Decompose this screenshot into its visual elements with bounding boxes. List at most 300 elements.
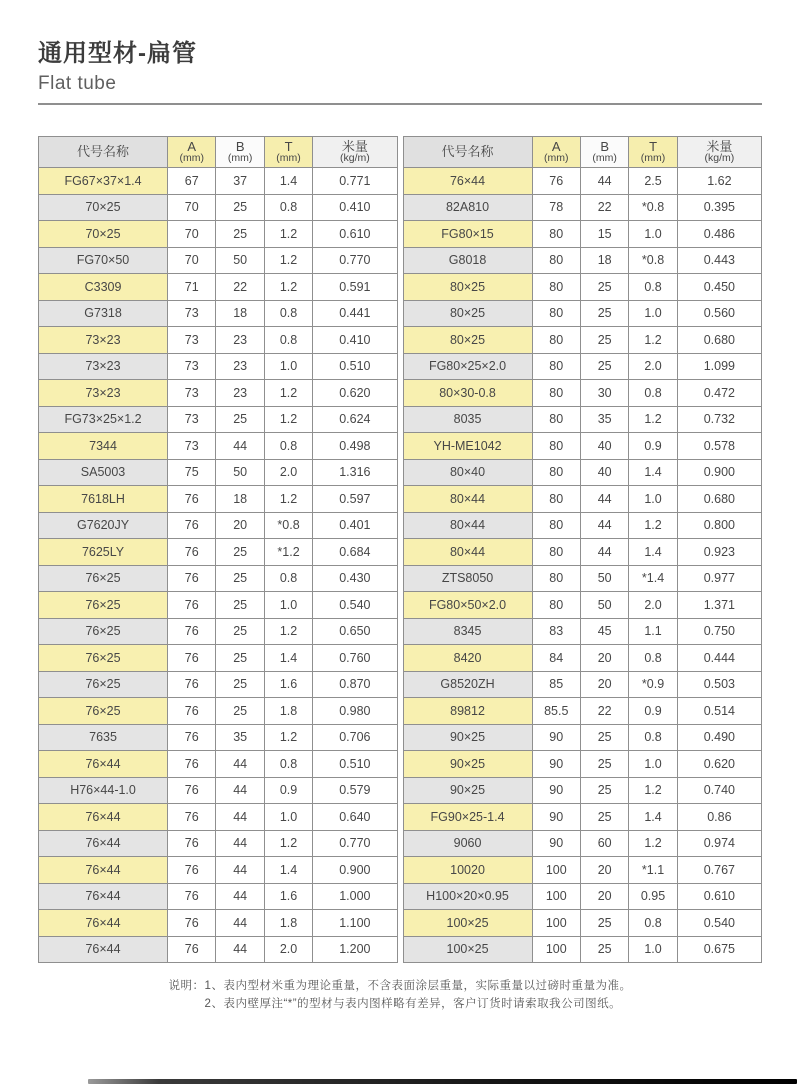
b-value-cell: 20	[580, 883, 628, 910]
a-value-cell: 80	[532, 486, 580, 513]
col-header-b-label: B	[600, 138, 609, 154]
profile-name-cell: H76×44-1.0	[39, 777, 168, 804]
b-value-cell: 25	[580, 777, 628, 804]
profile-name-cell: 80×25	[403, 327, 532, 354]
table-header-row	[39, 137, 398, 168]
profile-name-cell: H100×20×0.95	[403, 883, 532, 910]
t-value-cell: 1.0	[264, 592, 312, 619]
profile-name-cell: 73×23	[39, 353, 168, 380]
table-row	[403, 565, 762, 592]
profile-name-cell: FG80×50×2.0	[403, 592, 532, 619]
b-value-cell: 40	[580, 433, 628, 460]
w-value-cell: 0.740	[677, 777, 761, 804]
b-value-cell: 25	[580, 936, 628, 963]
table-row	[403, 168, 762, 195]
t-value-cell: 2.0	[264, 459, 312, 486]
col-header-a-label: A	[187, 138, 197, 154]
w-value-cell: 0.410	[313, 327, 397, 354]
t-value-cell: 0.8	[264, 194, 312, 221]
t-value-cell: 0.8	[264, 751, 312, 778]
w-value-cell: 0.771	[313, 168, 397, 195]
table-row	[39, 618, 398, 645]
w-value-cell: 0.443	[677, 247, 761, 274]
table-row	[39, 539, 398, 566]
a-value-cell: 73	[168, 380, 216, 407]
t-value-cell: 1.2	[264, 830, 312, 857]
table-row	[403, 459, 762, 486]
profile-name-cell: YH-ME1042	[403, 433, 532, 460]
w-value-cell: 0.620	[677, 751, 761, 778]
profile-name-cell: 100×25	[403, 936, 532, 963]
b-value-cell: 35	[216, 724, 264, 751]
footnote-items	[205, 978, 632, 1014]
a-value-cell: 90	[532, 804, 580, 831]
profile-name-cell: FG80×25×2.0	[403, 353, 532, 380]
t-value-cell: 1.4	[629, 459, 677, 486]
a-value-cell: 100	[532, 883, 580, 910]
t-value-cell: 1.6	[264, 671, 312, 698]
t-value-cell: 1.4	[264, 645, 312, 672]
a-value-cell: 70	[168, 194, 216, 221]
spec-table-left	[38, 136, 398, 963]
profile-name-cell: FG73×25×1.2	[39, 406, 168, 433]
col-header-a-unit: (mm)	[544, 152, 569, 165]
col-header-t	[264, 137, 312, 168]
w-value-cell: 1.371	[677, 592, 761, 619]
table-row	[39, 486, 398, 513]
b-value-cell: 25	[216, 645, 264, 672]
a-value-cell: 80	[532, 512, 580, 539]
table-row	[39, 936, 398, 963]
w-value-cell: 0.498	[313, 433, 397, 460]
a-value-cell: 76	[168, 698, 216, 725]
t-value-cell: 0.8	[264, 433, 312, 460]
t-value-cell: 2.0	[629, 592, 677, 619]
t-value-cell: 0.9	[629, 433, 677, 460]
table-row	[403, 645, 762, 672]
col-header-t-unit: (mm)	[640, 152, 666, 165]
profile-name-cell: 76×44	[39, 830, 168, 857]
t-value-cell: 1.2	[629, 777, 677, 804]
w-value-cell: 0.540	[677, 910, 761, 937]
profile-name-cell: 80×25	[403, 300, 532, 327]
table-row	[39, 804, 398, 831]
t-value-cell: 0.8	[264, 300, 312, 327]
table-row	[39, 459, 398, 486]
col-header-b-label: B	[235, 138, 245, 154]
b-value-cell: 44	[216, 804, 264, 831]
a-value-cell: 90	[532, 777, 580, 804]
w-value-cell: 0.450	[677, 274, 761, 301]
a-value-cell: 78	[532, 194, 580, 221]
b-value-cell: 20	[580, 645, 628, 672]
b-value-cell: 20	[580, 671, 628, 698]
b-value-cell: 25	[216, 221, 264, 248]
profile-name-cell: 76×44	[39, 857, 168, 884]
w-value-cell: 0.444	[677, 645, 761, 672]
table-row	[39, 380, 398, 407]
table-row	[39, 698, 398, 725]
profile-name-cell: 7635	[39, 724, 168, 751]
b-value-cell: 45	[580, 618, 628, 645]
t-value-cell: *1.1	[629, 857, 677, 884]
a-value-cell: 76	[168, 565, 216, 592]
table-row	[39, 406, 398, 433]
profile-name-cell: 76×25	[39, 671, 168, 698]
table-row	[39, 353, 398, 380]
t-value-cell: 2.5	[629, 168, 677, 195]
b-value-cell: 18	[580, 247, 628, 274]
a-value-cell: 80	[532, 247, 580, 274]
t-value-cell: *1.2	[264, 539, 312, 566]
w-value-cell: 0.770	[313, 830, 397, 857]
b-value-cell: 44	[216, 777, 264, 804]
w-value-cell: 0.597	[313, 486, 397, 513]
table-row	[39, 168, 398, 195]
col-header-a	[168, 137, 216, 168]
col-header-t	[629, 137, 677, 168]
profile-name-cell: 90×25	[403, 724, 532, 751]
profile-name-cell: 8035	[403, 406, 532, 433]
t-value-cell: 0.8	[629, 274, 677, 301]
w-value-cell: 0.86	[677, 804, 761, 831]
w-value-cell: 0.579	[313, 777, 397, 804]
a-value-cell: 73	[168, 327, 216, 354]
profile-name-cell: G7318	[39, 300, 168, 327]
w-value-cell: 0.610	[677, 883, 761, 910]
table-row	[39, 247, 398, 274]
b-value-cell: 20	[216, 512, 264, 539]
col-header-name: 代号名称	[39, 137, 168, 168]
w-value-cell: 0.750	[677, 618, 761, 645]
b-value-cell: 25	[216, 671, 264, 698]
profile-name-cell: 100×25	[403, 910, 532, 937]
b-value-cell: 44	[216, 857, 264, 884]
w-value-cell: 1.100	[313, 910, 397, 937]
table-row	[39, 274, 398, 301]
a-value-cell: 80	[532, 353, 580, 380]
a-value-cell: 76	[168, 671, 216, 698]
col-header-t-label: T	[649, 138, 658, 154]
w-value-cell: 0.591	[313, 274, 397, 301]
page-subtitle: Flat tube	[38, 73, 117, 94]
a-value-cell: 84	[532, 645, 580, 672]
t-value-cell: 1.0	[264, 353, 312, 380]
a-value-cell: 100	[532, 936, 580, 963]
a-value-cell: 76	[168, 830, 216, 857]
b-value-cell: 44	[216, 433, 264, 460]
profile-name-cell: 90×25	[403, 751, 532, 778]
a-value-cell: 76	[168, 592, 216, 619]
b-value-cell: 37	[216, 168, 264, 195]
t-value-cell: 0.8	[629, 724, 677, 751]
profile-name-cell: 7625LY	[39, 539, 168, 566]
a-value-cell: 76	[168, 936, 216, 963]
w-value-cell: 0.610	[313, 221, 397, 248]
w-value-cell: 0.510	[313, 353, 397, 380]
table-row	[403, 724, 762, 751]
w-value-cell: 1.099	[677, 353, 761, 380]
profile-name-cell: 80×30-0.8	[403, 380, 532, 407]
b-value-cell: 44	[580, 539, 628, 566]
table-row	[39, 671, 398, 698]
header-rule	[38, 103, 762, 105]
table-row	[403, 804, 762, 831]
a-value-cell: 100	[532, 910, 580, 937]
profile-name-cell: 76×25	[39, 565, 168, 592]
b-value-cell: 25	[580, 724, 628, 751]
b-value-cell: 25	[580, 300, 628, 327]
col-header-t-unit: (mm)	[276, 152, 301, 165]
t-value-cell: 1.0	[629, 936, 677, 963]
b-value-cell: 20	[580, 857, 628, 884]
profile-name-cell: 90×25	[403, 777, 532, 804]
b-value-cell: 35	[580, 406, 628, 433]
t-value-cell: *0.8	[629, 247, 677, 274]
w-value-cell: 0.486	[677, 221, 761, 248]
w-value-cell: 0.800	[677, 512, 761, 539]
profile-name-cell: C3309	[39, 274, 168, 301]
b-value-cell: 44	[580, 512, 628, 539]
a-value-cell: 80	[532, 433, 580, 460]
col-header-name: 代号名称	[403, 137, 532, 168]
t-value-cell: 1.2	[629, 327, 677, 354]
table-header-row	[403, 137, 762, 168]
t-value-cell: 1.0	[264, 804, 312, 831]
a-value-cell: 70	[168, 247, 216, 274]
b-value-cell: 25	[216, 406, 264, 433]
w-value-cell: 1.200	[313, 936, 397, 963]
w-value-cell: 1.316	[313, 459, 397, 486]
table-row	[39, 751, 398, 778]
a-value-cell: 76	[168, 539, 216, 566]
col-header-t-label: T	[284, 138, 293, 154]
col-header-a	[532, 137, 580, 168]
profile-name-cell: 80×25	[403, 274, 532, 301]
table-row	[403, 936, 762, 963]
profile-name-cell: 76×44	[39, 936, 168, 963]
w-value-cell: 0.650	[313, 618, 397, 645]
table-row	[39, 433, 398, 460]
b-value-cell: 44	[580, 168, 628, 195]
t-value-cell: 1.2	[264, 486, 312, 513]
t-value-cell: 1.2	[264, 274, 312, 301]
profile-name-cell: 76×44	[403, 168, 532, 195]
b-value-cell: 25	[216, 592, 264, 619]
footer-bar	[88, 1079, 797, 1084]
w-value-cell: 0.410	[313, 194, 397, 221]
a-value-cell: 76	[168, 486, 216, 513]
w-value-cell: 0.760	[313, 645, 397, 672]
a-value-cell: 73	[168, 300, 216, 327]
t-value-cell: 1.4	[264, 168, 312, 195]
t-value-cell: 1.0	[629, 751, 677, 778]
profile-name-cell: 76×25	[39, 618, 168, 645]
t-value-cell: 2.0	[629, 353, 677, 380]
t-value-cell: 1.4	[264, 857, 312, 884]
a-value-cell: 80	[532, 274, 580, 301]
table-row	[39, 512, 398, 539]
profile-name-cell: 89812	[403, 698, 532, 725]
table-row	[403, 194, 762, 221]
col-header-weight	[313, 137, 397, 168]
b-value-cell: 44	[216, 910, 264, 937]
w-value-cell: 1.000	[313, 883, 397, 910]
col-header-weight-unit: (kg/m)	[704, 152, 735, 165]
a-value-cell: 73	[168, 406, 216, 433]
b-value-cell: 44	[216, 883, 264, 910]
a-value-cell: 76	[168, 751, 216, 778]
t-value-cell: 0.95	[629, 883, 677, 910]
profile-name-cell: 9060	[403, 830, 532, 857]
b-value-cell: 25	[580, 910, 628, 937]
table-row	[39, 645, 398, 672]
b-value-cell: 44	[216, 751, 264, 778]
col-header-weight-label: 米量	[706, 138, 733, 154]
w-value-cell: 0.680	[677, 327, 761, 354]
a-value-cell: 70	[168, 221, 216, 248]
w-value-cell: 0.510	[313, 751, 397, 778]
page-header	[38, 33, 762, 105]
table-row	[403, 618, 762, 645]
w-value-cell: 0.732	[677, 406, 761, 433]
profile-name-cell: 80×44	[403, 512, 532, 539]
table-row	[403, 883, 762, 910]
a-value-cell: 75	[168, 459, 216, 486]
w-value-cell: 0.578	[677, 433, 761, 460]
t-value-cell: 2.0	[264, 936, 312, 963]
table-row	[39, 777, 398, 804]
b-value-cell: 23	[216, 327, 264, 354]
a-value-cell: 80	[532, 565, 580, 592]
w-value-cell: 0.514	[677, 698, 761, 725]
profile-name-cell: 80×44	[403, 486, 532, 513]
table-row	[39, 910, 398, 937]
col-header-a-unit: (mm)	[179, 152, 204, 165]
col-header-weight-label: 米量	[341, 138, 368, 154]
a-value-cell: 80	[532, 221, 580, 248]
table-row	[403, 777, 762, 804]
b-value-cell: 50	[580, 565, 628, 592]
table-row	[39, 592, 398, 619]
table-row	[403, 539, 762, 566]
w-value-cell: 0.441	[313, 300, 397, 327]
table-row	[403, 592, 762, 619]
profile-name-cell: 76×44	[39, 883, 168, 910]
t-value-cell: 1.0	[629, 486, 677, 513]
b-value-cell: 44	[216, 830, 264, 857]
table-row	[403, 353, 762, 380]
b-value-cell: 25	[216, 618, 264, 645]
profile-name-cell: 76×44	[39, 751, 168, 778]
profile-name-cell: 8345	[403, 618, 532, 645]
table-row	[403, 300, 762, 327]
a-value-cell: 76	[168, 857, 216, 884]
a-value-cell: 90	[532, 830, 580, 857]
profile-name-cell: FG80×15	[403, 221, 532, 248]
w-value-cell: 0.560	[677, 300, 761, 327]
table-row	[403, 247, 762, 274]
spec-tables	[38, 136, 762, 963]
t-value-cell: 1.4	[629, 804, 677, 831]
a-value-cell: 73	[168, 353, 216, 380]
w-value-cell: 0.684	[313, 539, 397, 566]
profile-name-cell: 70×25	[39, 221, 168, 248]
w-value-cell: 0.974	[677, 830, 761, 857]
table-row	[403, 486, 762, 513]
table-row	[39, 221, 398, 248]
b-value-cell: 44	[580, 486, 628, 513]
profile-name-cell: G8520ZH	[403, 671, 532, 698]
t-value-cell: 0.8	[264, 565, 312, 592]
col-header-b-unit: (mm)	[227, 152, 253, 165]
profile-name-cell: 8420	[403, 645, 532, 672]
table-row	[403, 512, 762, 539]
t-value-cell: 0.9	[629, 698, 677, 725]
a-value-cell: 85	[532, 671, 580, 698]
footnote-item: 1、表内型材米重为理论重量，不含表面涂层重量，实际重量以过磅时重量为准。	[204, 980, 632, 992]
t-value-cell: 0.9	[264, 777, 312, 804]
profile-name-cell: 7618LH	[39, 486, 168, 513]
t-value-cell: 0.8	[629, 645, 677, 672]
profile-name-cell: FG70×50	[39, 247, 168, 274]
profile-name-cell: G8018	[403, 247, 532, 274]
a-value-cell: 76	[168, 618, 216, 645]
table-row	[39, 724, 398, 751]
w-value-cell: 0.395	[677, 194, 761, 221]
spec-table-right	[403, 136, 763, 963]
a-value-cell: 80	[532, 539, 580, 566]
b-value-cell: 50	[216, 247, 264, 274]
t-value-cell: *0.8	[264, 512, 312, 539]
t-value-cell: *0.8	[629, 194, 677, 221]
a-value-cell: 80	[532, 380, 580, 407]
profile-name-cell: 76×25	[39, 698, 168, 725]
w-value-cell: 0.770	[313, 247, 397, 274]
profile-name-cell: ZTS8050	[403, 565, 532, 592]
t-value-cell: 1.8	[264, 910, 312, 937]
profile-name-cell: 76×44	[39, 910, 168, 937]
table-row	[39, 565, 398, 592]
b-value-cell: 50	[216, 459, 264, 486]
w-value-cell: 0.900	[313, 857, 397, 884]
col-header-b	[216, 137, 264, 168]
b-value-cell: 25	[216, 565, 264, 592]
profile-name-cell: 80×44	[403, 539, 532, 566]
profile-name-cell: 7344	[39, 433, 168, 460]
col-header-weight-unit: (kg/m)	[339, 152, 370, 165]
a-value-cell: 90	[532, 724, 580, 751]
t-value-cell: 1.6	[264, 883, 312, 910]
a-value-cell: 85.5	[532, 698, 580, 725]
t-value-cell: 0.8	[629, 380, 677, 407]
a-value-cell: 80	[532, 459, 580, 486]
b-value-cell: 22	[580, 194, 628, 221]
b-value-cell: 23	[216, 380, 264, 407]
col-header-b	[580, 137, 628, 168]
w-value-cell: 0.503	[677, 671, 761, 698]
b-value-cell: 25	[580, 327, 628, 354]
table-row	[39, 857, 398, 884]
w-value-cell: 0.680	[677, 486, 761, 513]
a-value-cell: 83	[532, 618, 580, 645]
b-value-cell: 25	[580, 804, 628, 831]
profile-name-cell: 76×44	[39, 804, 168, 831]
w-value-cell: 0.675	[677, 936, 761, 963]
table-row	[403, 671, 762, 698]
w-value-cell: 0.540	[313, 592, 397, 619]
t-value-cell: 1.1	[629, 618, 677, 645]
